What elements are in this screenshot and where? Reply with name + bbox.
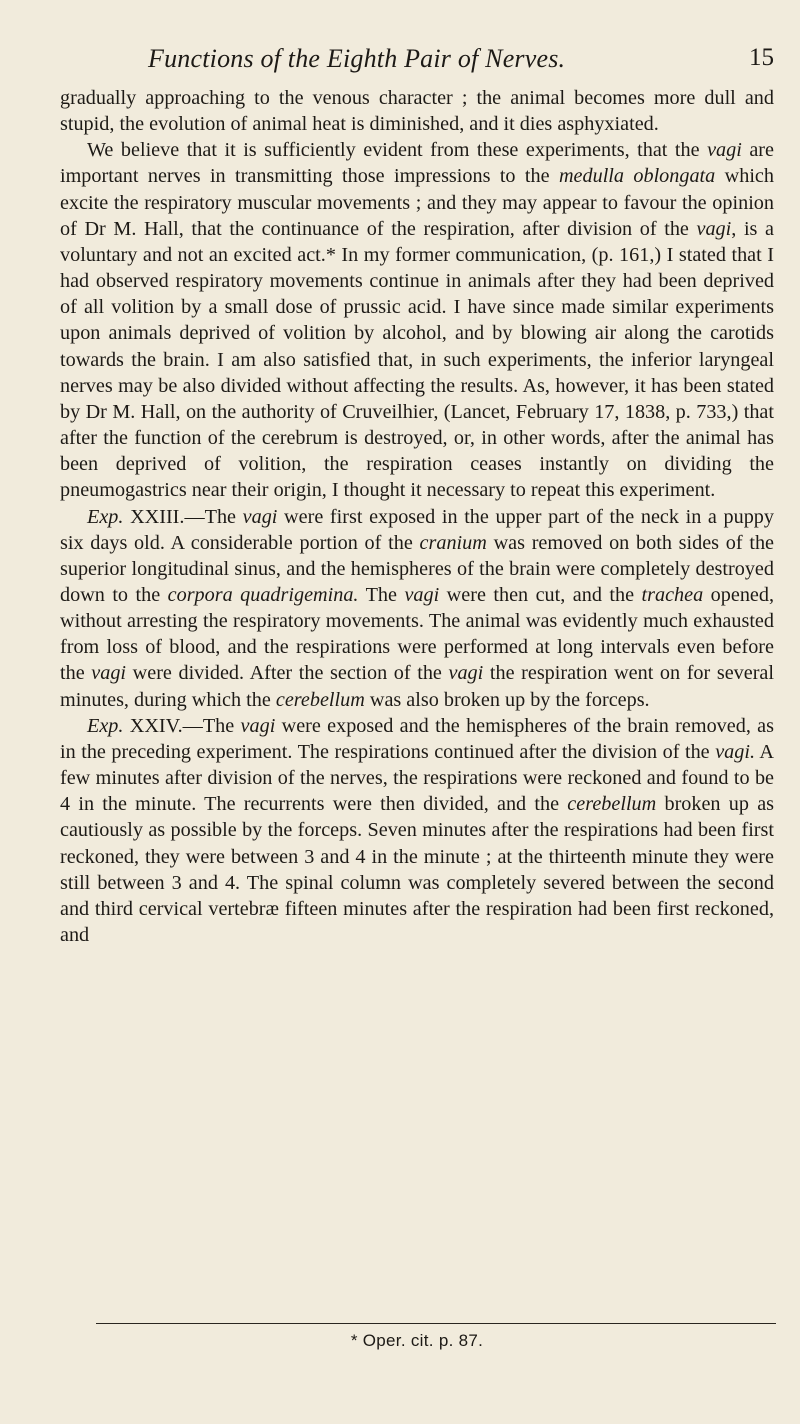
text-run: were divided. After the section of the (126, 662, 449, 685)
text-run: opened, without arresting the respiratory movements. The animal was evidently much exhausted from loss of blood, and the respirations were performed at long intervals even before the (60, 583, 775, 685)
italic-text: vagi (404, 583, 440, 606)
italic-text: Exp. (87, 505, 124, 528)
text-run: The (358, 583, 405, 606)
text-run: We believe that it is sufficiently evident from these experiments, that the (87, 139, 708, 162)
text-run: were exposed and the hemispheres of the brain removed, as in the preceding experiment. The respirations continued after the division of the (60, 714, 774, 763)
italic-text: vagi (240, 714, 276, 737)
italic-text: cerebellum (275, 688, 365, 711)
italic-text: medulla oblongata (558, 165, 716, 188)
text-run: XXIV.—The (123, 714, 241, 737)
italic-text: vagi (707, 139, 742, 162)
italic-text: cerebellum (567, 793, 657, 816)
text-run: were first exposed in the upper part of the neck in a puppy six days old. A considerable portion of the (60, 505, 774, 554)
italic-text: trachea (641, 583, 704, 606)
italic-text: cranium (419, 531, 487, 554)
text-run: the respiration went on for several minutes, during which the (60, 662, 775, 711)
page-number: 15 (749, 44, 774, 71)
italic-text: corpora quadrigemina. (167, 583, 359, 606)
paragraph (60, 504, 774, 713)
text-run: was also broken up by the forceps. (364, 688, 650, 711)
paragraph (60, 137, 774, 503)
text-run: are important nerves in transmitting those impressions to the (60, 139, 774, 188)
text-run: , is a voluntary and not an excited act.* In my former communication, (p. 161,) I stated that I had observed respiratory movements continue in animals after they had been deprived of all volition by a small dose of prussic acid. I have since made similar experiments upon animals deprived of volition by alcohol, and by blowing air along the carotids towards the brain. I am also satisfied that, in such experiments, the inferior laryngeal nerves may be also divided without affecting the results. As, however, it has been stated by Dr M. Hall, on the authority of Cruveilhier, (Lancet, February 17, 1838, p. 733,) that after the function of the cerebrum is destroyed, or, in other words, after the animal has been deprived of volition, the respiration ceases instantly on dividing the pneumogastrics near their origin, I thought it necessary to repeat this experiment. (60, 217, 774, 502)
text-run: was removed on both sides of the superior longitudinal sinus, and the hemispheres of the brain were completely destroyed down to the (60, 531, 774, 606)
italic-text: vagi (696, 217, 732, 240)
italic-text: vagi. (715, 740, 755, 763)
footnote-divider (96, 1323, 776, 1324)
italic-text: vagi (91, 662, 127, 685)
page-header (60, 44, 774, 84)
footnote: * Oper. cit. p. 87. (350, 1331, 484, 1350)
italic-text: vagi (242, 505, 278, 528)
text-run: gradually approaching to the venous character ; the animal becomes more dull and stupid, the evolution of animal heat is diminished, and it dies asphyxiated. (60, 87, 774, 136)
running-title: Functions of the Eighth Pair of Nerves. (148, 44, 566, 73)
text-run: were then cut, and the (439, 583, 642, 606)
italic-text: vagi (448, 662, 484, 685)
paragraph (60, 713, 774, 948)
text-run: XXIII.—The (123, 505, 243, 528)
italic-text: Exp. (87, 714, 124, 737)
body-text (60, 85, 774, 948)
text-run: which excite the respiratory muscular movements ; and they may appear to favour the opinion of Dr M. Hall, that the continuance of the respiration, after division of the (60, 165, 774, 240)
text-run: A few minutes after division of the nerves, the respirations were reckoned and found to be 4 in the minute. The recurrents were then divided, and the (60, 740, 774, 816)
paragraph (60, 85, 774, 137)
text-run: broken up as cautiously as possible by the forceps. Seven minutes after the respirations had been first reckoned, they were between 3 and 4 in the minute ; at the thirteenth minute they were still between 3 and 4. The spinal column was completely severed between the second and third cervical vertebræ fifteen minutes after the respiration had been first reckoned, and (60, 793, 775, 946)
